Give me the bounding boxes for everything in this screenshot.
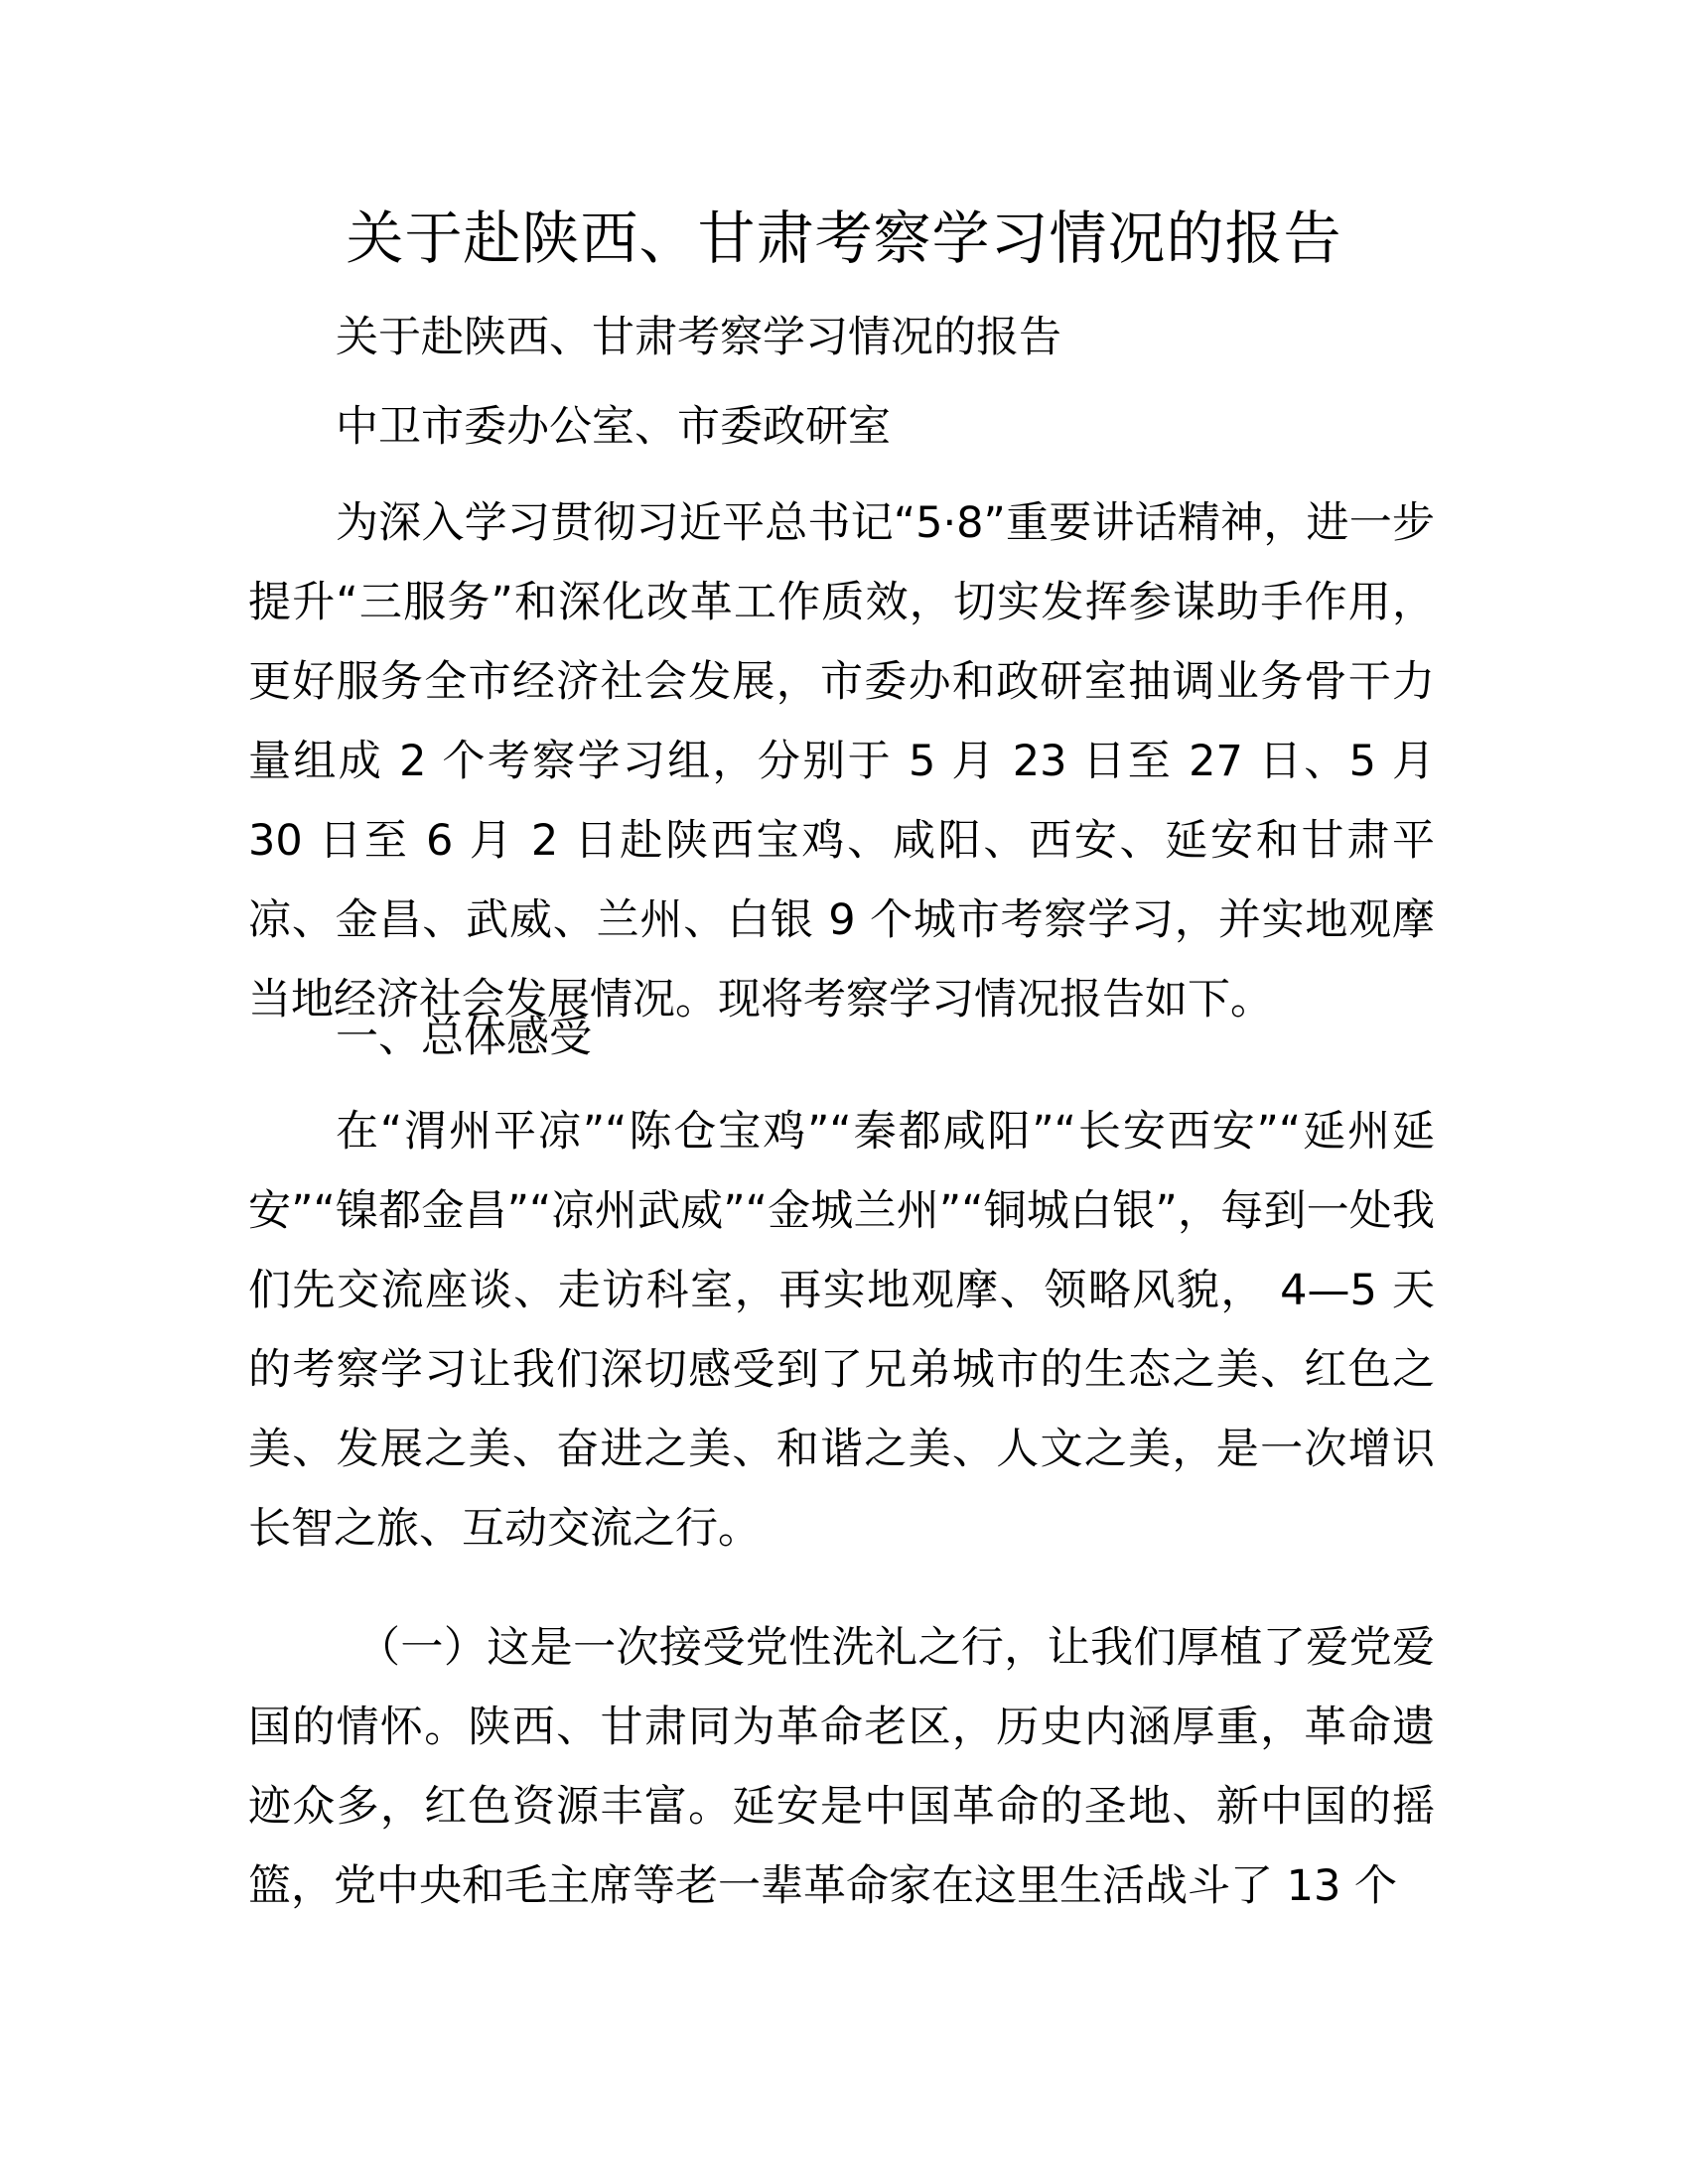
document-subtitle: 关于赴陕西、甘肃考察学习情况的报告 — [336, 313, 1061, 362]
section-paragraph: 在“渭州平凉”“陈仓宝鸡”“秦都咸阳”“长安西安”“延州延安”“镍都金昌”“凉州武威”“金城兰州”“铜城白银”，每到一处我们先交流座谈、走访科室，再实地观摩、领略风貌， 4—5 天的考察学习让我们深切感受到了兄弟城市的生态之美、红色之美、发展之美、奋进之美、和谐之美、人文之美，是一次增识长智之旅、互动交流之行。 — [248, 1107, 1435, 1554]
document-title: 关于赴陕西、甘肃考察学习情况的报告 — [346, 205, 1342, 272]
document-author: 中卫市委办公室、市委政研室 — [336, 402, 891, 452]
subsection-paragraph: （一）这是一次接受党性洗礼之行，让我们厚植了爱党爱国的情怀。陕西、甘肃同为革命老区，历史内涵厚重，革命遗迹众多，红色资源丰富。延安是中国革命的圣地、新中国的摇篮，党中央和毛主席等老一辈革命家在这里生活战斗了 13 个 — [248, 1623, 1435, 1911]
section-heading: 一、总体感受 — [336, 1013, 592, 1062]
intro-paragraph: 为深入学习贯彻习近平总书记“5·8”重要讲话精神，进一步提升“三服务”和深化改革工作质效，切实发挥参谋助手作用，更好服务全市经济社会发展，市委办和政研室抽调业务骨干力量组成 2 个考察学习组，分别于 5 月 23 日至 27 日、5 月 30 日至 6 月 2 日赴陕西宝鸡、咸阳、西安、延安和甘肃平凉、金昌、武威、兰州、白银 9 个城市考察学习，并实地观摩当地经济社会发展情况。现将考察学习情况报告如下。 — [248, 498, 1435, 1024]
